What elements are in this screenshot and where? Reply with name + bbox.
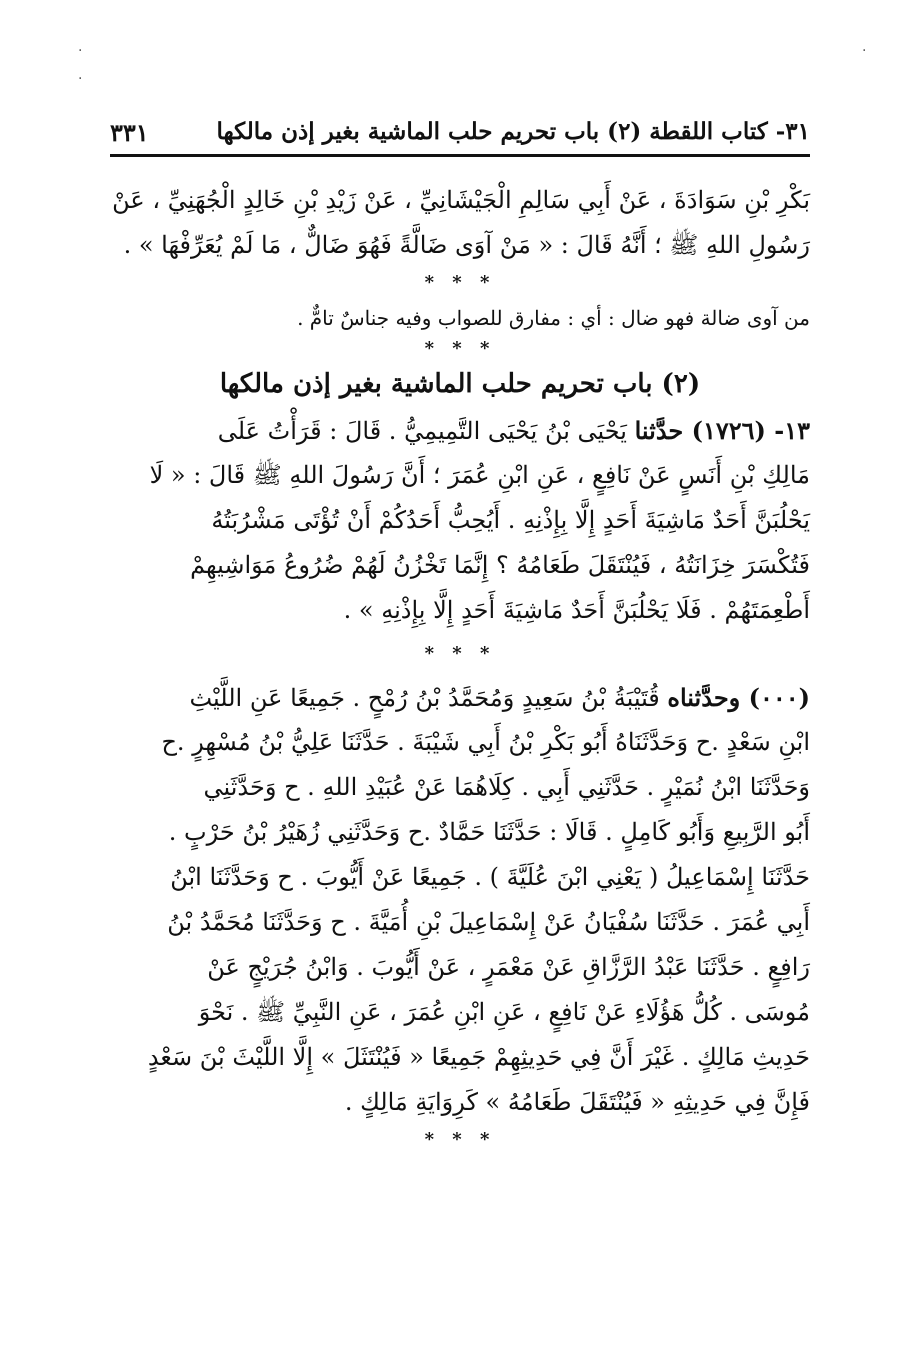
text-line: فَإِنَّ فِي حَدِيثِهِ « فَيُنْتَقَلَ طَعَامُهُ » كَرِوَايَةِ مَالِكٍ . [344, 1088, 810, 1116]
text-line: حَدِيثِ مَالِكٍ . غَيْرَ أَنَّ فِي حَدِيثِهِمْ جَمِيعًا « فَيُنْتَثَلَ » إِلَّا اللَّيْثَ بْنَ سَعْدٍ [147, 1043, 810, 1071]
corner-mark: . [78, 39, 83, 55]
running-title: ٣١- كتاب اللقطة (٢) باب تحريم حلب الماشية بغير إذن مالكها [216, 118, 810, 145]
hadith-number: ١٣- (١٧٢٦) حدَّثنا [634, 416, 810, 445]
section-separator: * * * [424, 1129, 496, 1150]
explanatory-note: من آوى ضالة فهو ضال : أي : مفارق للصواب وفيه جناسٌ تامٌّ . [297, 306, 810, 330]
section-separator: * * * [424, 272, 496, 293]
page-number: ٣٣١ [110, 118, 149, 147]
text-line: أَبُو الرَّبِيعِ وَأَبُو كَامِلٍ . قَالَا : حَدَّثَنَا حَمَّادٌ .ح وَحَدَّثَنِي زُهَيْرُ بْنُ حَرْبٍ . [168, 818, 810, 846]
hadith-first-line [110, 675, 810, 720]
chapter-heading: (٢) باب تحريم حلب الماشية بغير إذن مالكها [219, 369, 701, 399]
text-line: فَتُكْسَرَ خِزَانَتُهُ ، فَيُنْتَقَلَ طَعَامُهُ ؟ إِنَّمَا تَخْزُنُ لَهُمْ ضُرُوعُ مَوَاشِيهِمْ [190, 551, 810, 579]
text-line: رَافِعٍ . حَدَّثَنَا عَبْدُ الرَّزَّاقِ عَنْ مَعْمَرٍ ، عَنْ أَيُّوبَ . وَابْنُ جُرَيْجٍ عَنْ [207, 953, 810, 981]
text-line: أَطْعِمَتَهُمْ . فَلَا يَحْلُبَنَّ أَحَدٌ مَاشِيَةَ أَحَدٍ إِلَّا بِإِذْنِهِ » . [343, 596, 810, 624]
text-line: مُوسَى . كُلُّ هَؤُلَاءِ عَنْ نَافِعٍ ، عَنِ ابْنِ عُمَرَ ، عَنِ النَّبِيِّ ﷺ . نَحْوَ [198, 998, 810, 1026]
text-line: يَحْلُبَنَّ أَحَدٌ مَاشِيَةَ أَحَدٍ إِلَّا بِإِذْنِهِ . أَيُحِبُّ أَحَدُكُمْ أَنْ تُؤْتَى مَشْرُبَتُهُ [211, 506, 810, 534]
hadith-text: قُتَيْبَةُ بْنُ سَعِيدٍ وَمُحَمَّدُ بْنُ رُمْحٍ . جَمِيعًا عَنِ اللَّيْثِ [189, 684, 668, 712]
text-line: بَكْرِ بْنِ سَوَادَةَ ، عَنْ أَبِي سَالِمِ الْجَيْشَانِيِّ ، عَنْ زَيْدِ بْنِ خَالِدٍ الْجُهَنِيِّ ، عَنْ [112, 186, 810, 214]
text-line: مَالِكِ بْنِ أَنَسٍ عَنْ نَافِعٍ ، عَنِ ابْنِ عُمَرَ ؛ أَنَّ رَسُولَ اللهِ ﷺ قَالَ : « لَا [149, 461, 810, 489]
running-header [110, 112, 810, 157]
text-line: رَسُولِ اللهِ ﷺ ؛ أَنَّهُ قَالَ : « مَنْ آوَى ضَالَّةً فَهُوَ ضَالٌّ ، مَا لَمْ يُعَرِّفْهَا » . [123, 231, 810, 259]
section-separator: * * * [424, 643, 496, 664]
text-line: ابْنِ سَعْدٍ .ح وَحَدَّثَنَاهُ أَبُو بَكْرِ بْنُ أَبِي شَيْبَةَ . حَدَّثَنَا عَلِيُّ بْنُ مُسْهِرٍ .ح [161, 728, 810, 756]
text-line: حَدَّثَنَا إِسْمَاعِيلُ ( يَعْنِي ابْنَ عُلَيَّةَ ) . جَمِيعًا عَنْ أَيُّوبَ . ح وَحَدَّثَنَا ابْنُ [170, 863, 810, 891]
section-separator: * * * [424, 338, 496, 359]
hadith-first-line [110, 408, 810, 453]
corner-mark: . [78, 67, 83, 83]
page-body [110, 178, 810, 1155]
hadith-text: يَحْيَى بْنُ يَحْيَى التَّمِيمِيُّ . قَالَ : قَرَأْتُ عَلَى [217, 417, 635, 445]
text-line: وَحَدَّثَنَا ابْنُ نُمَيْرٍ . حَدَّثَنِي أَبِي . كِلَاهُمَا عَنْ عُبَيْدِ اللهِ . ح وَحَدَّثَنِي [203, 773, 810, 801]
text-line: أَبِي عُمَرَ . حَدَّثَنَا سُفْيَانُ عَنْ إِسْمَاعِيلَ بْنِ أُمَيَّةَ . ح وَحَدَّثَنَا مُحَمَّدُ بْنُ [167, 908, 810, 936]
corner-mark: . [862, 39, 867, 55]
hadith-number: (٠٠٠) وحدَّثناه [667, 683, 810, 712]
